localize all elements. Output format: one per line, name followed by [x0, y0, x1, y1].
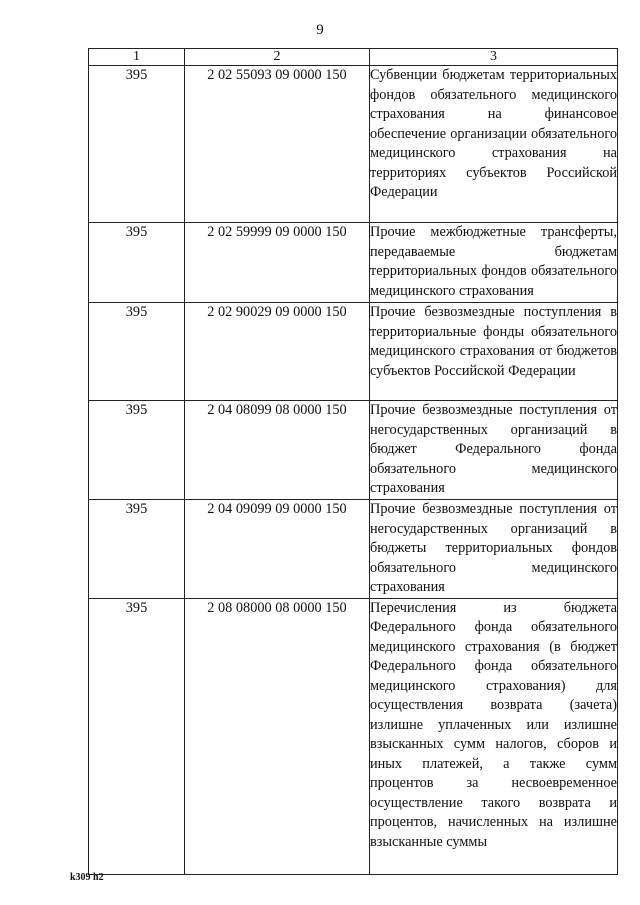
admin-code-cell: 395 [89, 303, 185, 401]
table-header-row [89, 49, 618, 66]
table-row [89, 303, 618, 401]
description-cell: Прочие безвозмездные поступления от негосударственных организаций в бюджеты территориальных фондов обязательного медицинского страхования [370, 500, 618, 599]
description-cell: Перечисления из бюджета Федерального фонда обязательного медицинского страхования (в бюджет Федерального фонда обязательного медицинского страхования) для осуществления возврата (зачета) излишне уплаченных или излишне взысканных сумм налогов, сборов и иных платежей, а также сумм процентов за несвоевременное осуществление такого возврата и процентов, начисленных на излишне взысканные суммы [370, 598, 618, 874]
kbk-code-cell: 2 02 55093 09 0000 150 [185, 66, 370, 223]
table-row [89, 223, 618, 303]
table-row [89, 66, 618, 223]
kbk-code-cell: 2 02 90029 09 0000 150 [185, 303, 370, 401]
table-row [89, 598, 618, 874]
document-footer-code: k309 h2 [70, 872, 104, 883]
admin-code-cell: 395 [89, 223, 185, 303]
table-row [89, 500, 618, 599]
column-header-1: 1 [89, 49, 185, 66]
kbk-code-cell: 2 04 08099 08 0000 150 [185, 401, 370, 500]
admin-code-cell: 395 [89, 66, 185, 223]
kbk-code-cell: 2 04 09099 09 0000 150 [185, 500, 370, 599]
page-number: 9 [316, 22, 324, 38]
admin-code-cell: 395 [89, 500, 185, 599]
column-header-2: 2 [185, 49, 370, 66]
description-cell: Прочие безвозмездные поступления от негосударственных организаций в бюджет Федерального фонда обязательного медицинского страхования [370, 401, 618, 500]
admin-code-cell: 395 [89, 401, 185, 500]
kbk-code-cell: 2 08 08000 08 0000 150 [185, 598, 370, 874]
table-row [89, 401, 618, 500]
revenue-codes-table [88, 48, 618, 875]
description-cell: Прочие безвозмездные поступления в территориальные фонды обязательного медицинского страхования от бюджетов субъектов Российской Федерации [370, 303, 618, 401]
kbk-code-cell: 2 02 59999 09 0000 150 [185, 223, 370, 303]
column-header-3: 3 [370, 49, 618, 66]
description-cell: Прочие межбюджетные трансферты, передаваемые бюджетам территориальных фондов обязательного медицинского страхования [370, 223, 618, 303]
description-cell: Субвенции бюджетам территориальных фондов обязательного медицинского страхования на финансовое обеспечение организации обязательного медицинского страхования на территориях субъектов Российской Федерации [370, 66, 618, 223]
admin-code-cell: 395 [89, 598, 185, 874]
